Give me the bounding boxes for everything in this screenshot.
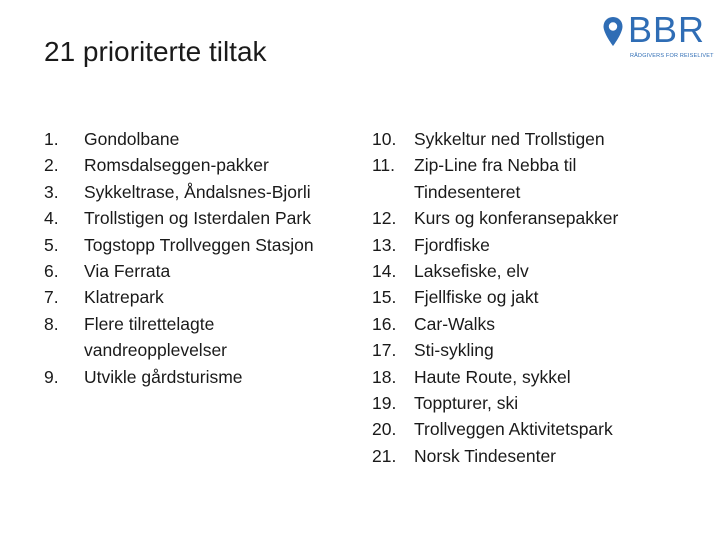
item-number: 8. — [44, 313, 59, 334]
item-number: 4. — [44, 208, 59, 229]
item-number: 21. — [372, 445, 397, 466]
item-text: Fjellfiske og jakt — [414, 287, 539, 308]
bbr-logo — [600, 8, 712, 66]
item-number: 7. — [44, 287, 59, 308]
list-item — [372, 311, 692, 337]
item-number: 17. — [372, 340, 397, 361]
item-number: 11. — [372, 155, 396, 176]
list-item — [372, 364, 692, 390]
list-item — [372, 337, 692, 363]
item-number: 12. — [372, 208, 397, 229]
list-item — [44, 179, 360, 205]
item-number: 13. — [372, 234, 397, 255]
item-number: 2. — [44, 155, 59, 176]
list-item — [44, 152, 360, 178]
item-text: Sykkeltrase, Åndalsnes-Bjorli — [84, 181, 311, 202]
priority-list-right — [372, 126, 692, 469]
list-item — [372, 443, 692, 469]
item-number: 20. — [372, 419, 397, 440]
logo-tagline: RÅDGIVERS FOR REISELIVET — [630, 53, 714, 59]
item-number: 3. — [44, 181, 59, 202]
item-number: 15. — [372, 287, 397, 308]
list-item — [44, 205, 360, 231]
item-number: 9. — [44, 366, 59, 387]
item-text: Laksefiske, elv — [414, 261, 529, 282]
item-text: Klatrepark — [84, 287, 164, 308]
item-text: Gondolbane — [84, 129, 180, 149]
item-number: 6. — [44, 261, 59, 282]
logo-text: BBR — [628, 9, 706, 50]
item-text: Trollstigen og Isterdalen Park — [84, 208, 311, 229]
slide-title: 21 prioriterte tiltak — [44, 36, 267, 67]
list-item — [44, 232, 360, 258]
item-number: 5. — [44, 234, 59, 255]
list-item — [44, 126, 360, 152]
item-text: Toppturer, ski — [414, 393, 519, 414]
item-number: 19. — [372, 393, 397, 414]
list-item — [44, 364, 360, 390]
list-item — [372, 126, 692, 152]
list-item — [44, 284, 360, 310]
list-item — [372, 205, 692, 231]
list-item — [44, 311, 360, 364]
list-item — [372, 390, 692, 416]
item-text: Norsk Tindesenter — [414, 445, 557, 466]
item-number: 18. — [372, 366, 397, 387]
item-number: 14. — [372, 261, 397, 282]
list-item — [372, 232, 692, 258]
item-text: Haute Route, sykkel — [414, 366, 571, 387]
list-item — [372, 258, 692, 284]
item-text: Sykkeltur ned Trollstigen — [414, 129, 605, 149]
item-text: Sti-sykling — [414, 340, 494, 361]
item-text: Togstopp Trollveggen Stasjon — [84, 234, 314, 255]
item-text: Car-Walks — [414, 313, 496, 334]
list-item — [372, 416, 692, 442]
item-number: 10. — [372, 129, 397, 149]
item-text: Zip-Line fra Nebba til Tindesenteret — [414, 155, 577, 202]
item-text: Fjordfiske — [414, 234, 490, 255]
item-text: Trollveggen Aktivitetspark — [414, 419, 613, 440]
item-text: Kurs og konferansepakker — [414, 208, 619, 229]
list-item — [372, 152, 692, 205]
list-item — [44, 258, 360, 284]
priority-list-left — [44, 126, 360, 390]
item-text: Flere tilrettelagte vandreopplevelser — [84, 313, 228, 361]
item-text: Utvikle gårdsturisme — [84, 366, 243, 387]
list-item — [372, 284, 692, 310]
item-text: Romsdalseggen-pakker — [84, 155, 269, 176]
map-pin-icon — [602, 16, 624, 48]
item-text: Via Ferrata — [84, 261, 171, 282]
item-number: 16. — [372, 313, 397, 334]
item-number: 1. — [44, 129, 59, 149]
